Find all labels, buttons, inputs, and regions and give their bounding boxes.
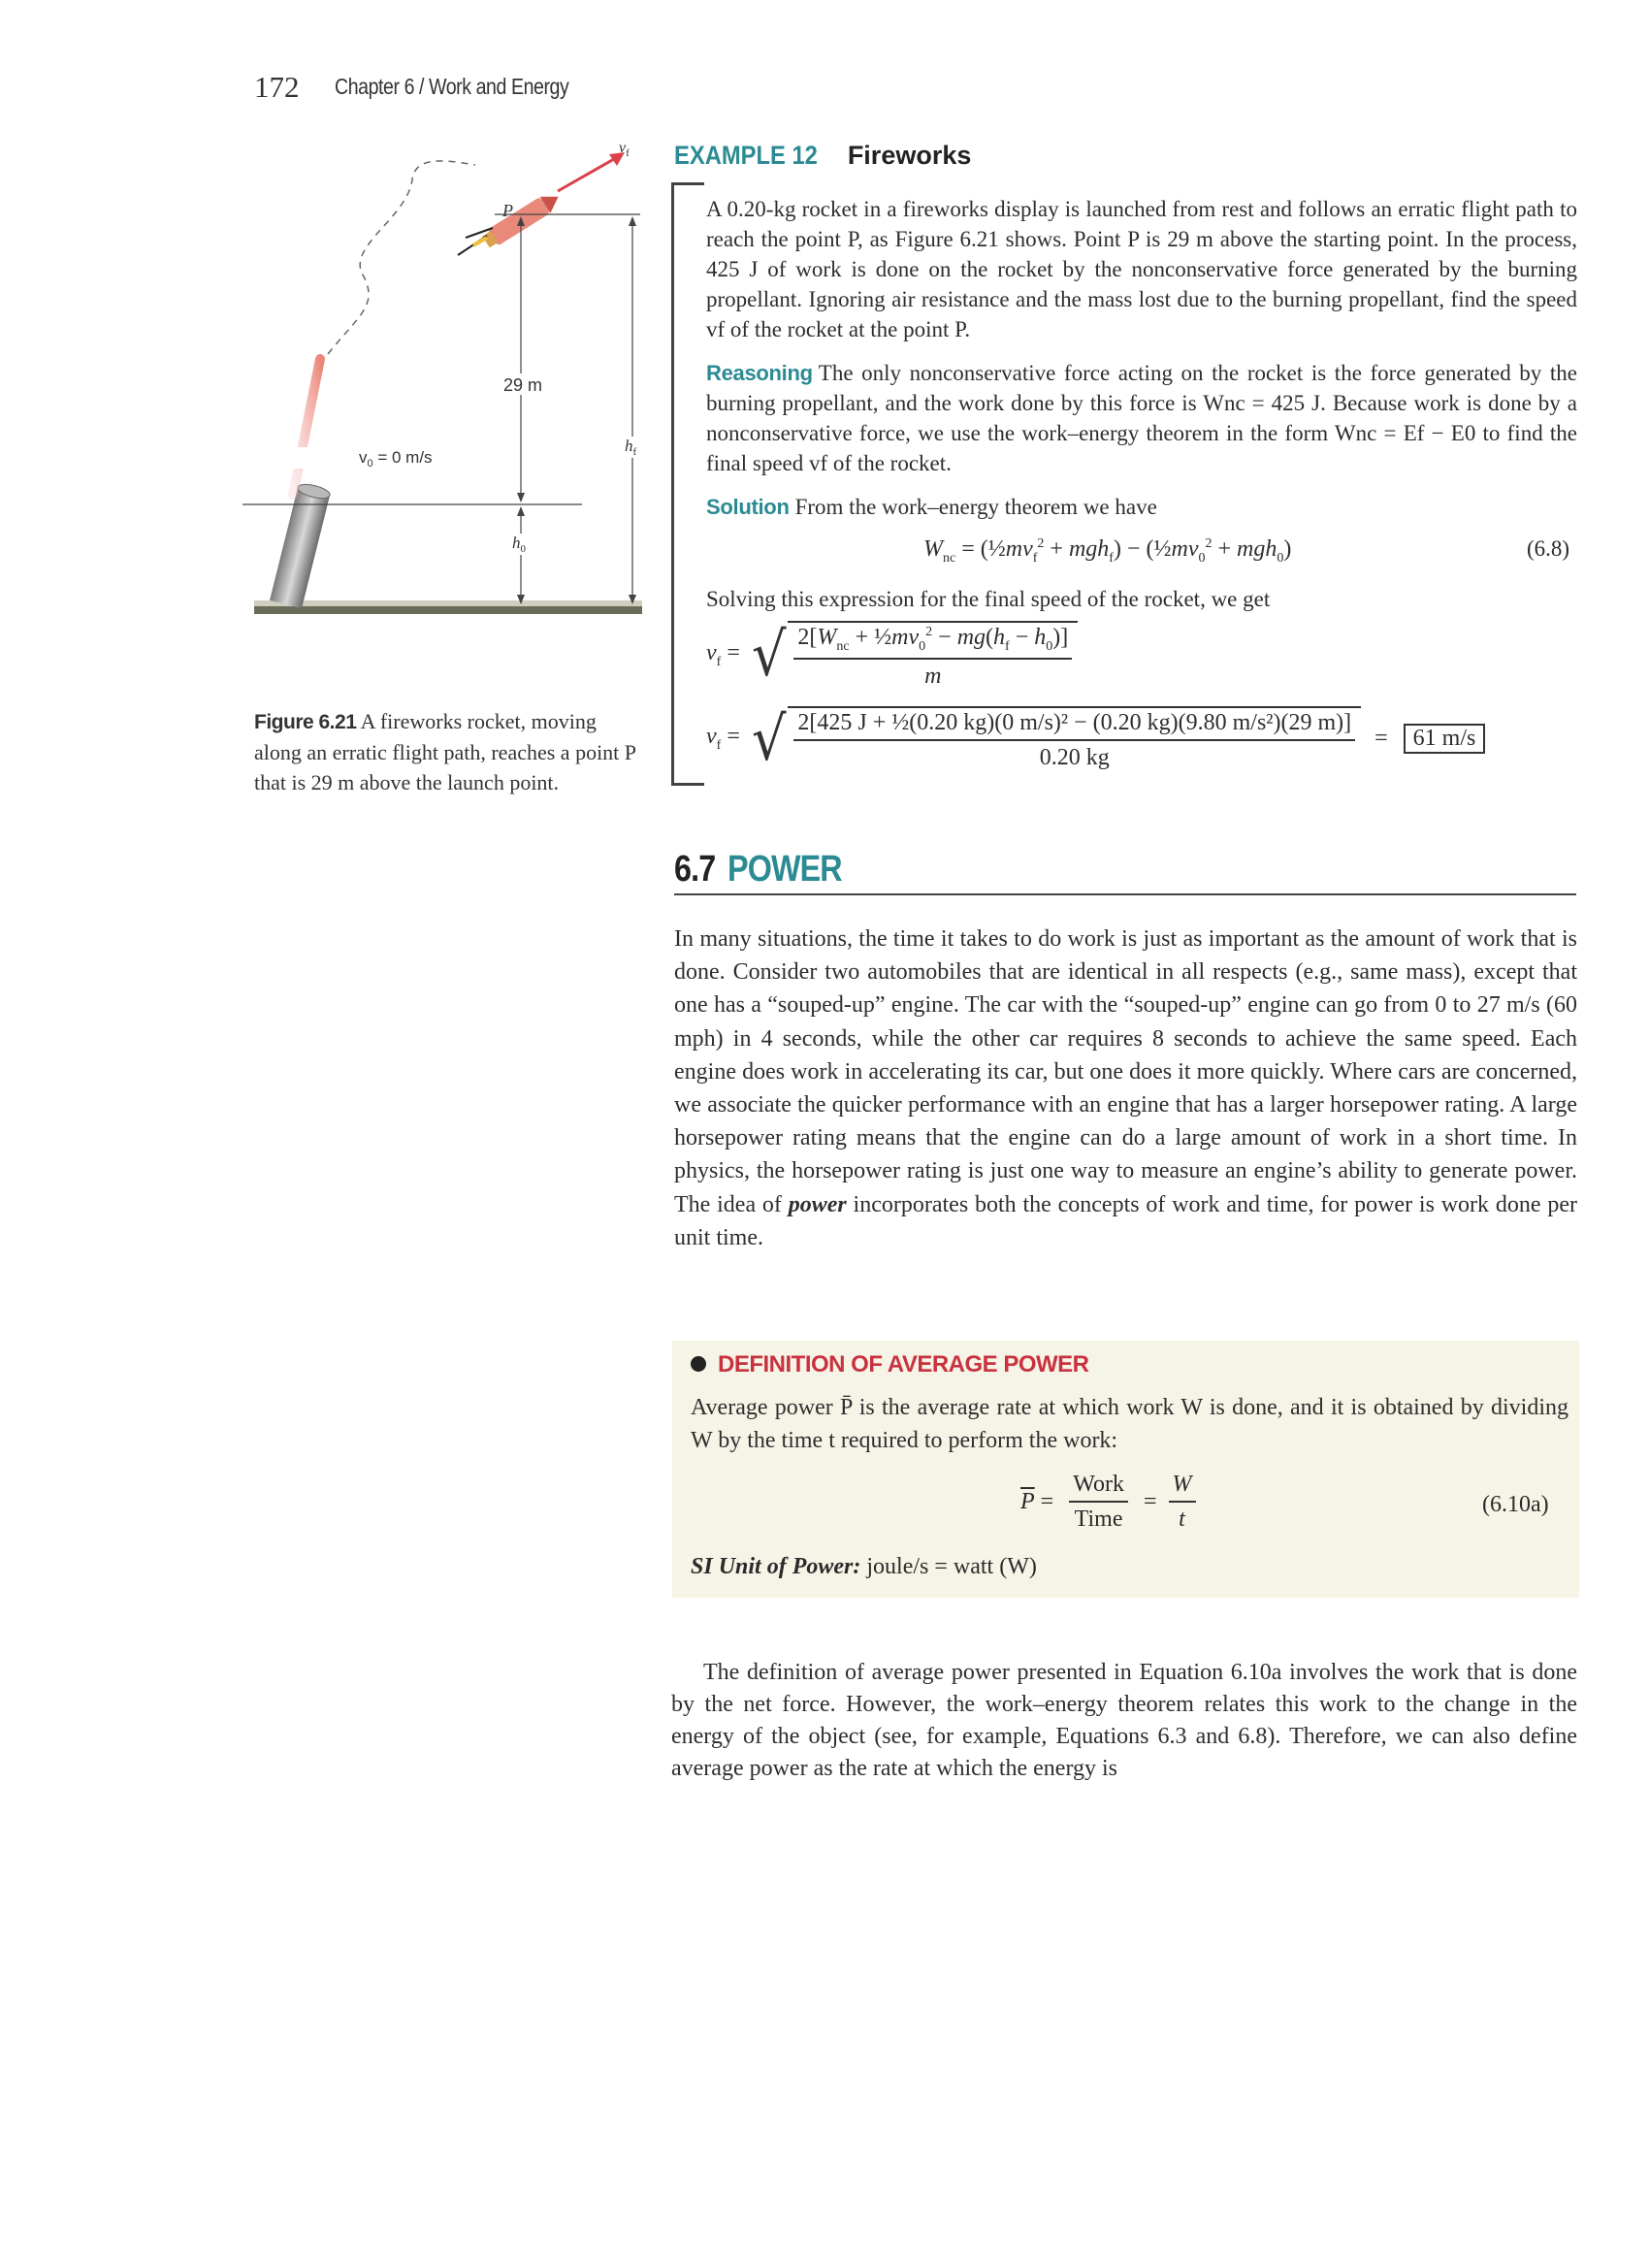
bullet-icon: [691, 1356, 706, 1372]
running-head: Chapter 6 / Work and Energy: [335, 74, 569, 99]
section-rule: [674, 893, 1576, 895]
figure-caption-text: A fireworks rocket, moving along an erratic flight path, reaches a point P that is 29 m above the launch point.: [254, 709, 636, 794]
equation-vf-symbolic: $v_f$ = √ $\frac{2[W_{nc} + \frac{1}{2}mv_0^2 - mg(h_f - h_0)]}{m}$: [706, 621, 1078, 690]
section-heading: [674, 849, 862, 891]
eq2-numerator: 2[425 J + ½(0.20 kg)(0 m/s)² − (0.20 kg)(9.80 m/s²)(29 m)]: [793, 710, 1355, 741]
si-unit-label: SI Unit of Power:: [691, 1554, 861, 1579]
equation-number-6-8: (6.8): [1527, 536, 1570, 561]
flight-path-dashed: [328, 161, 475, 354]
label-29m: 29 m: [502, 375, 543, 395]
rocket: [481, 188, 564, 250]
reasoning-text: The only nonconservative force acting on the rocket is the force generated by the burning propellant, and the work done by this force is Wnc = 425 J. Because work is done by a nonconservative force, we use the work–energy theorem in the form Wnc = Ef − E0 to find the final speed vf of the rocket.: [706, 361, 1577, 475]
page-number: 172: [254, 70, 300, 104]
section-number: 6.7: [674, 849, 716, 890]
closing-paragraph: The definition of average power presented in Equation 6.10a involves the work that is done by the net force. However, the work–energy theorem relates this work to the change in the energy of the object (see, for example, Equations 6.3 and 6.8). Therefore, we can also define average power as the rate at which the energy is: [671, 1660, 1577, 1781]
example-label: EXAMPLE 12: [674, 141, 818, 170]
figure-caption: [254, 706, 642, 797]
label-hf: $h_f$: [625, 437, 637, 458]
figure-label: Figure 6.21: [254, 711, 357, 733]
example-title: Fireworks: [847, 141, 972, 170]
label-v0: $v_0 = 0$ m/s: [359, 448, 433, 470]
vf-vector: [558, 155, 621, 191]
power-paragraph: In many situations, the time it takes to do work is just as important as the amount of work that is done. Consider two automobiles that are identical in all respects (e.g., same mass), except that one has a “souped-up” engine. The car with the “souped-up” engine can go from 0 to 27 m/s (60 mph) in 4 seconds, while the other car requires 8 seconds to achieve the same speed. Each engine does work in accelerating its car, but one does it more quickly. Where cars are concerned, we associate the quicker performance with an engine that has a larger horsepower rating. A large horsepower rating means that the engine can do a large amount of work in a short time. In physics, the horsepower rating is just one way to measure an engine’s ability to generate power. The idea of power incorporates both the concepts of work and time, for power is work done per unit time.: [674, 926, 1577, 1250]
power-term: power: [788, 1191, 847, 1217]
equation-6-8: $W_{nc}$ = $(\frac{1}{2}mv_f^2 + mgh_f)$ − $(\frac{1}{2}mv_0^2 + mgh_0)$: [923, 536, 1292, 566]
solving-text: Solving this expression for the final speed of the rocket, we get: [706, 587, 1271, 611]
equation-vf-numeric: $v_f$ = √ $\frac{\text{2[425 J + ½(0.20 kg)(0 m/s)² − (0.20 kg)(9.80 m/s²)(29 m)]}}{0.20 kg}$ = 61 m/s: [706, 706, 1485, 771]
launch-trail: [293, 359, 320, 495]
ground: [254, 606, 642, 614]
eq-time: Time: [1074, 1507, 1123, 1532]
equation-number-6-10a: (6.10a): [1482, 1492, 1549, 1517]
section-title: POWER: [728, 849, 843, 890]
definition-text: Average power P̄ is the average rate at which work W is done, and it is obtained by dividing W by the time t required to perform the work:: [691, 1395, 1568, 1453]
definition-title: DEFINITION OF AVERAGE POWER: [691, 1351, 1089, 1378]
solution-text: From the work–energy theorem we have: [794, 495, 1157, 519]
solution-label: Solution: [706, 495, 790, 519]
equation-6-10a: $\overline{P}$ = $\frac{\text{Work}}{\text{Time}}$ = $\frac{W}{t}$: [1020, 1472, 1196, 1533]
eq-work: Work: [1069, 1472, 1128, 1503]
label-h0: $h_0$: [512, 534, 526, 555]
si-unit-line: [691, 1554, 1037, 1580]
si-unit-value: joule/s = watt (W): [866, 1554, 1037, 1579]
solution-paragraph: [706, 492, 1577, 522]
fireworks-figure: [233, 141, 669, 684]
label-vf: $v_f$: [619, 141, 630, 159]
reasoning-paragraph: [706, 358, 1577, 478]
example-problem: A 0.20-kg rocket in a fireworks display is launched from rest and follows an erratic flight path to reach the point P, as Figure 6.21 shows. Point P is 29 m above the starting point. In the process, 425 J of work is done on the rocket by the nonconservative force generated by the burning propellant. Ignoring air resistance and the mass lost due to the burning propellant, find the speed vf of the rocket at the point P.: [706, 197, 1577, 341]
reasoning-label: Reasoning: [706, 361, 813, 385]
launch-tube: [270, 482, 331, 608]
label-p: P: [502, 201, 513, 220]
example-bracket: [671, 182, 707, 786]
eq2-denominator: 0.20 kg: [1039, 745, 1110, 770]
example-heading: [674, 141, 971, 171]
answer-box: 61 m/s: [1404, 724, 1486, 754]
